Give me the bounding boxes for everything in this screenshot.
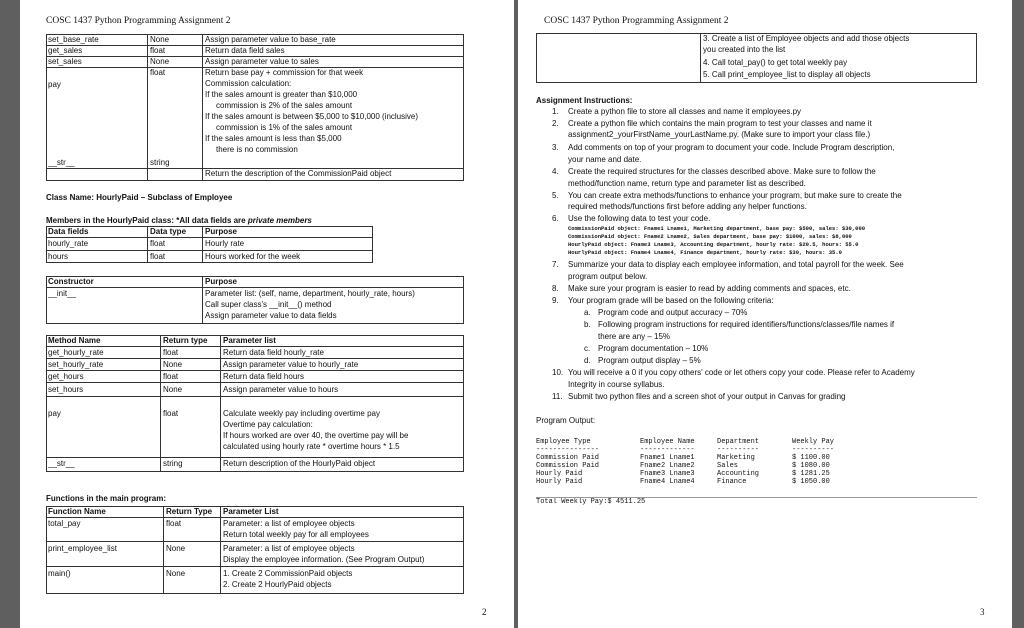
output-cell: Finance — [717, 478, 747, 486]
constructor-name: __init__ — [48, 289, 77, 298]
method-desc: If hours worked are over 40, the overtime pay will be — [223, 431, 409, 440]
step-line: you created into the list — [703, 45, 786, 54]
col-header: Data fields — [48, 227, 89, 236]
col-header: Data type — [150, 227, 187, 236]
field-purpose: Hours worked for the week — [205, 252, 301, 261]
return-type: string — [163, 459, 183, 468]
list-number: 10. — [552, 368, 564, 377]
field-type: float — [150, 252, 166, 261]
function-name: main() — [48, 569, 71, 578]
instruction-text: Create a python file to store all classes and name it employees.py — [568, 107, 802, 116]
col-header: Parameter List — [223, 507, 279, 516]
instruction-text: Make sure your program is easier to read by adding comments and spaces, etc. — [568, 284, 851, 293]
list-number: 6. — [552, 214, 559, 223]
class-name-heading: Class Name: HourlyPaid – Subclass of Employee — [46, 193, 233, 202]
output-cell: $ 1050.00 — [792, 478, 830, 486]
output-cell: Sales — [717, 462, 739, 470]
instruction-text: your name and date. — [568, 155, 642, 164]
instruction-text: Create a python file which contains the main program to test your classes and name it — [568, 119, 872, 128]
list-letter: c. — [584, 344, 591, 353]
method-name: __str__ — [48, 459, 75, 468]
purpose: Assign parameter value to base_rate — [205, 35, 336, 44]
output-cell: Commission Paid — [536, 462, 600, 470]
method-desc: Assign parameter value to hours — [223, 385, 339, 394]
field-name: hours — [48, 252, 69, 261]
col-header: Return type — [163, 336, 208, 345]
method-desc: Overtime pay calculation: — [223, 420, 313, 429]
step-line: 4. Call total_pay() to get total weekly pay — [703, 58, 848, 67]
output-cell: $ 1100.00 — [792, 454, 830, 462]
page-header: COSC 1437 Python Programming Assignment 2 — [46, 16, 231, 26]
output-cell: $ 1080.00 — [792, 462, 830, 470]
instruction-text: Create the required structures for the classes described above. Make sure to follow the — [568, 167, 876, 176]
method-name: get_hours — [48, 372, 84, 381]
output-cell: Fname3 Lname3 — [640, 470, 695, 478]
function-type: None — [166, 544, 186, 553]
method-name: __str__ — [48, 158, 75, 167]
return-type: float — [163, 372, 179, 381]
purpose: there is no commission — [216, 145, 298, 154]
list-number: 2. — [552, 119, 559, 128]
list-number: 1. — [552, 107, 559, 116]
purpose: commission is 1% of the sales amount — [216, 123, 353, 132]
instruction-text: required methods/functions first before adding any helper functions. — [568, 202, 807, 211]
instruction-text: Use the following data to test your code. — [568, 214, 711, 223]
instruction-text: assignment2_yourFirstName_yourLastName.py. (Make sure to import your class file.) — [568, 130, 871, 139]
output-cell: $ 1281.25 — [792, 470, 830, 478]
members-heading: Members in the HourlyPaid class: *All data fields are private members — [46, 216, 312, 225]
step-line: 3. Create a list of Employee objects and add those objects — [703, 34, 910, 43]
page-left — [20, 0, 514, 628]
col-header: Method Name — [48, 336, 101, 345]
list-letter: d. — [584, 356, 591, 365]
method-name: set_hourly_rate — [48, 360, 104, 369]
instruction-text: Your program grade will be based on the following criteria: — [568, 296, 774, 305]
output-cell: Hourly Paid — [536, 470, 583, 478]
output-header: Department — [717, 438, 760, 446]
method-name: set_hours — [48, 385, 84, 394]
field-purpose: Hourly rate — [205, 239, 245, 248]
output-dashes: ---------- — [717, 446, 760, 454]
instruction-text: Add comments on top of your program to document your code. Include Program description, — [568, 143, 895, 152]
function-desc: Display the employee information. (See Program Output) — [223, 555, 425, 564]
page-number: 2 — [482, 607, 487, 617]
col-header: Return Type — [166, 507, 213, 516]
method-desc: Calculate weekly pay including overtime pay — [223, 409, 380, 418]
method-name: pay — [48, 409, 61, 418]
method-name: pay — [48, 80, 61, 89]
step-line: 5. Call print_employee_list to display all objects — [703, 70, 871, 79]
purpose: Return base pay + commission for that week — [205, 68, 364, 77]
instruction-text: program output below. — [568, 272, 648, 281]
output-cell: Hourly Paid — [536, 478, 583, 486]
output-dashes: ------------- — [640, 446, 695, 454]
col-header: Purpose — [205, 277, 238, 286]
purpose: If the sales amount is less than $5,000 — [205, 134, 342, 143]
output-cell: Accounting — [717, 470, 760, 478]
instructions-heading: Assignment Instructions: — [536, 96, 633, 105]
list-number: 8. — [552, 284, 559, 293]
method-desc: Return data field hourly_rate — [223, 348, 324, 357]
purpose: If the sales amount is between $5,000 to $10,000 (inclusive) — [205, 112, 419, 121]
method-desc: Assign parameter value to hourly_rate — [223, 360, 359, 369]
output-header: Employee Name — [640, 438, 695, 446]
output-header: Employee Type — [536, 438, 591, 446]
return-type: string — [150, 158, 170, 167]
purpose: Return data field sales — [205, 46, 285, 55]
test-data-line: HourlyPaid object: Fname3 Lname3, Accounting department, hourly rate: $20.5, hours: 55.0 — [568, 241, 859, 248]
list-number: 11. — [552, 392, 563, 401]
criteria-text: Program output display – 5% — [598, 356, 701, 365]
method-name: get_hourly_rate — [48, 348, 104, 357]
purpose: If the sales amount is greater than $10,000 — [205, 90, 358, 99]
method-desc: calculated using hourly rate * overtime hours * 1.5 — [223, 442, 400, 451]
functions-heading: Functions in the main program: — [46, 494, 167, 503]
return-type: None — [163, 360, 183, 369]
purpose: Return the description of the CommissionPaid object — [205, 169, 392, 178]
method-name: get_sales — [48, 46, 83, 55]
constructor-purpose: Call super class's __init__() method — [205, 300, 332, 309]
list-number: 9. — [552, 296, 559, 305]
function-desc: 2. Create 2 HourlyPaid objects — [223, 580, 332, 589]
output-heading: Program Output: — [536, 416, 596, 425]
output-cell: Fname1 Lname1 — [640, 454, 695, 462]
field-type: float — [150, 239, 166, 248]
col-header: Parameter list — [223, 336, 276, 345]
field-name: hourly_rate — [48, 239, 89, 248]
output-dashes: ---------- — [792, 446, 835, 454]
return-type: None — [163, 385, 183, 394]
function-desc: 1. Create 2 CommissionPaid objects — [223, 569, 353, 578]
method-name: set_sales — [48, 57, 82, 66]
criteria-text: Program documentation – 10% — [598, 344, 709, 353]
output-header: Weekly Pay — [792, 438, 835, 446]
list-letter: b. — [584, 320, 591, 329]
list-number: 4. — [552, 167, 559, 176]
list-number: 5. — [552, 191, 559, 200]
function-name: total_pay — [48, 519, 81, 528]
list-letter: a. — [584, 308, 591, 317]
purpose: Commission calculation: — [205, 79, 292, 88]
output-dashes: --------------- — [536, 446, 600, 454]
instruction-text: Submit two python files and a screen shot of your output in Canvas for grading — [568, 392, 846, 401]
output-cell: Fname4 Lname4 — [640, 478, 695, 486]
instruction-text: You can create extra methods/functions to enhance your program, but make sure to create the — [568, 191, 902, 200]
criteria-text: Program code and output accuracy – 70% — [598, 308, 748, 317]
function-name: print_employee_list — [48, 544, 117, 553]
output-cell: Fname2 Lname2 — [640, 462, 695, 470]
method-desc: Return description of the HourlyPaid object — [223, 459, 376, 468]
instruction-text: method/function name, return type and parameter list as described. — [568, 179, 806, 188]
page-header: COSC 1437 Python Programming Assignment 2 — [544, 16, 729, 26]
return-type: float — [150, 68, 166, 77]
function-desc: Parameter: a list of employee objects — [223, 544, 355, 553]
function-desc: Parameter: a list of employee objects — [223, 519, 355, 528]
method-name: set_base_rate — [48, 35, 99, 44]
return-type: float — [150, 46, 166, 55]
return-type: None — [150, 35, 170, 44]
page-number: 3 — [980, 607, 985, 617]
function-desc: Return total weekly pay for all employees — [223, 530, 369, 539]
return-type: float — [163, 409, 179, 418]
test-data-line: HourlyPaid object: Fname4 Lname4, Finance department, hourly rate: $30, hours: 35.0 — [568, 249, 842, 256]
instruction-text: Summarize your data to display each employee information, and total payroll for the week. See — [568, 260, 904, 269]
method-desc: Return data field hours — [223, 372, 304, 381]
function-type: float — [166, 519, 182, 528]
constructor-purpose: Assign parameter value to data fields — [205, 311, 337, 320]
test-data-line: CommissionPaid object: Fname1 Lname1, Marketing department, base pay: $500, sales: $30,000 — [568, 225, 866, 232]
instruction-text: You will receive a 0 if you copy others' code or let others copy your code. Please refer to Academy — [568, 368, 915, 377]
test-data-line: CommissionPaid object: Fname2 Lname2, Sales department, base pay: $1000, sales: $8,000 — [568, 233, 852, 240]
col-header: Constructor — [48, 277, 94, 286]
output-cell: Marketing — [717, 454, 755, 462]
page-right — [518, 0, 1012, 628]
list-number: 7. — [552, 260, 559, 269]
function-type: None — [166, 569, 186, 578]
constructor-purpose: Parameter list: (self, name, department, hourly_rate, hours) — [205, 289, 415, 298]
purpose: Assign parameter value to sales — [205, 57, 319, 66]
output-cell: Commission Paid — [536, 454, 600, 462]
criteria-text: Following program instructions for required identifiers/functions/classes/file names if — [598, 320, 895, 329]
purpose: commission is 2% of the sales amount — [216, 101, 353, 110]
criteria-text: there are any – 15% — [598, 332, 671, 341]
return-type: None — [150, 57, 170, 66]
instruction-text: Integrity in course syllabus. — [568, 380, 665, 389]
return-type: float — [163, 348, 179, 357]
col-header: Purpose — [205, 227, 238, 236]
list-number: 3. — [552, 143, 559, 152]
output-total: Total Weekly Pay:$ 4511.25 — [536, 498, 646, 506]
col-header: Function Name — [48, 507, 106, 516]
